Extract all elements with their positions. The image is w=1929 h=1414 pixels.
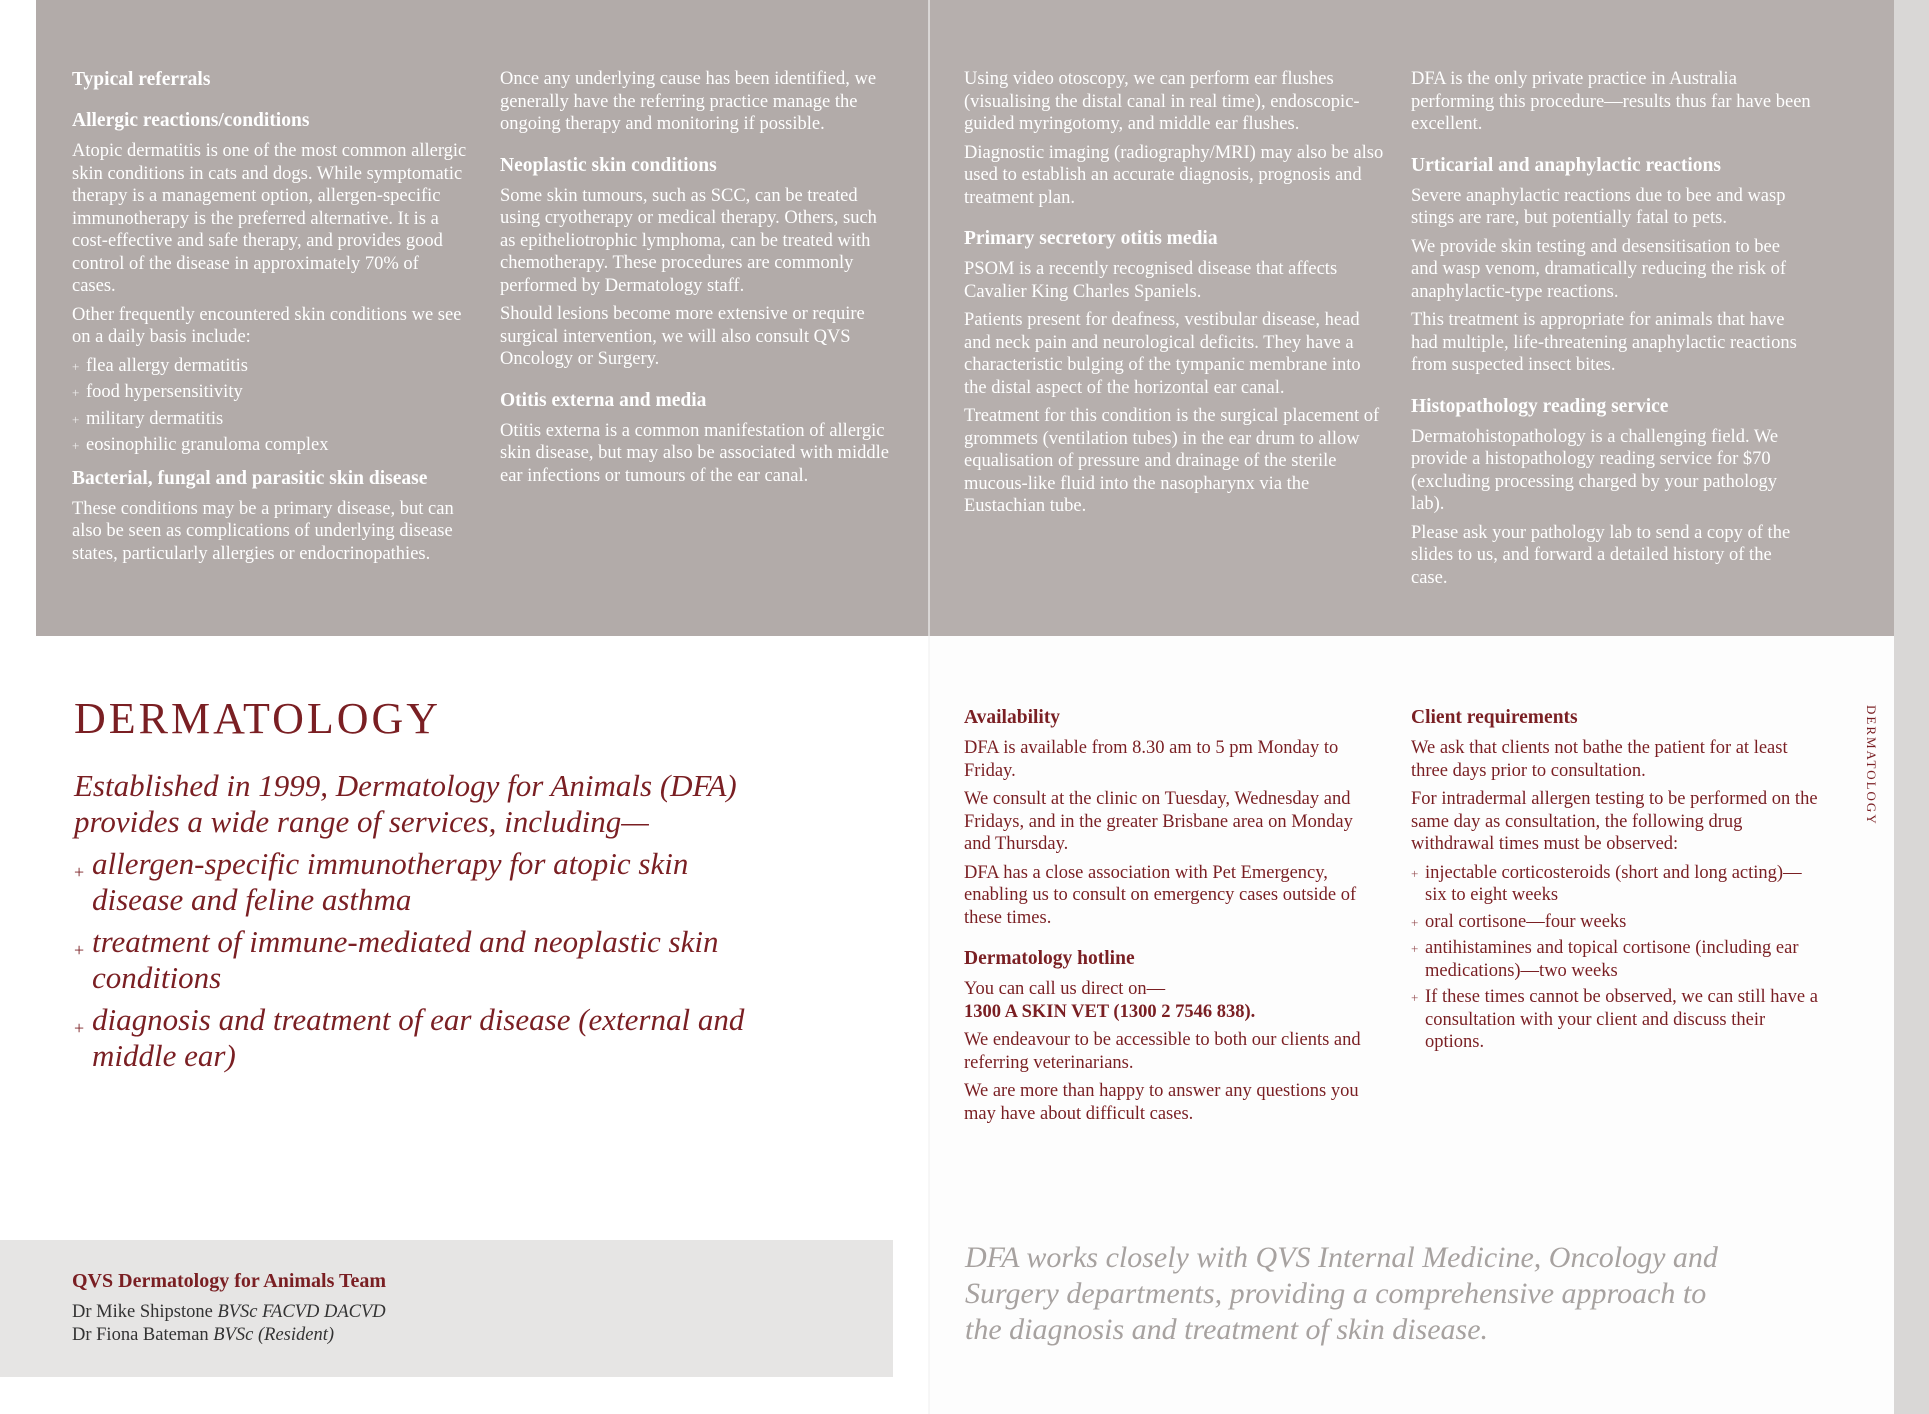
- paragraph: We endeavour to be accessible to both our clients and referring veterinarians.: [964, 1030, 1361, 1073]
- availability-column: [964, 706, 1384, 1131]
- list-item: + treatment of immune-mediated and neoplastic skin conditions: [74, 924, 719, 995]
- paragraph: DFA has a close association with Pet Emergency, enabling us to consult on emergency cases outside of these times.: [964, 862, 1357, 928]
- heading-availability: Availability: [964, 707, 1061, 728]
- plus-bullet-icon: +: [72, 358, 80, 374]
- closing-quote: DFA works closely with QVS Internal Medicine, Oncology and Surgery departments, providing a comprehensive approach to the diagnosis and treatment of skin disease.: [965, 1241, 1718, 1346]
- paragraph: Treatment for this condition is the surgical placement of grommets (ventilation tubes) in the ear drum to allow equalisation of pressure and drainage of the sterile mucous-like fluid into the nasopharynx via the Eustachian tube.: [964, 406, 1380, 516]
- paragraph: We ask that clients not bathe the patient for at least three days prior to consultation.: [1411, 738, 1788, 781]
- list-item: + antihistamines and topical cortisone (including ear medications)—two weeks: [1411, 938, 1799, 981]
- paragraph: Dermatohistopathology is a challenging field. We provide a histopathology reading service for $70 (excluding processing charged by your pathology lab).: [1411, 426, 1779, 514]
- member-credentials: BVSc FACVD DACVD: [217, 1302, 386, 1322]
- plus-bullet-icon: +: [1411, 914, 1419, 930]
- phone-number: 1300 A SKIN VET (1300 2 7546 838).: [964, 1001, 1256, 1022]
- top-column-2: [500, 68, 890, 493]
- heading-client-requirements: Client requirements: [1411, 707, 1578, 728]
- side-section-label: DERMATOLOGY: [1864, 705, 1879, 826]
- intro-block: [74, 768, 754, 1080]
- list-item: + allergen-specific immunotherapy for atopic skin disease and feline asthma: [74, 846, 689, 917]
- list-item: + injectable corticosteroids (short and long acting)—six to eight weeks: [1411, 862, 1802, 905]
- plus-bullet-icon: +: [1411, 865, 1419, 881]
- paragraph: Other frequently encountered skin conditions we see on a daily basis include:: [72, 304, 462, 347]
- list-item: + food hypersensitivity: [72, 381, 467, 404]
- member-name: Dr Mike Shipstone: [72, 1302, 213, 1322]
- plus-bullet-icon: +: [1411, 990, 1419, 1005]
- plus-bullet-icon: +: [72, 438, 80, 453]
- paragraph: DFA is available from 8.30 am to 5 pm Monday to Friday.: [964, 738, 1339, 781]
- list-item: + flea allergy dermatitis: [72, 355, 467, 378]
- team-member: [72, 1301, 386, 1324]
- paragraph: Patients present for deafness, vestibular disease, head and neck pain and neurological deficits. They have a characteristic bulging of the tympanic membrane into the distal aspect of the horizontal ear canal.: [964, 310, 1361, 398]
- paragraph: You can call us direct on—: [964, 979, 1166, 999]
- heading-hotline: Dermatology hotline: [964, 948, 1135, 969]
- paragraph: Some skin tumours, such as SCC, can be treated using cryotherapy or medical therapy. Others, such as epitheliotrophic lymphoma, can be treated with chemotherapy. These procedures are commonly performed by Dermatology staff.: [500, 185, 877, 296]
- plus-bullet-icon: +: [72, 411, 80, 427]
- paragraph: Otitis externa is a common manifestation of allergic skin disease, but may also be associated with middle ear infections or tumours of the ear canal.: [500, 420, 889, 486]
- paragraph: Atopic dermatitis is one of the most common allergic skin conditions in cats and dogs. While symptomatic therapy is a management option, allergen-specific immunotherapy is the preferred alternative. It is a cost-effective and safe therapy, and provides good control of the disease in approximately 70% of cases.: [72, 141, 467, 296]
- team-block: [72, 1270, 386, 1347]
- plus-bullet-icon: +: [72, 385, 80, 400]
- conditions-list: [72, 355, 467, 457]
- top-column-3: [964, 68, 1384, 524]
- page-gutter: [928, 0, 930, 1414]
- paragraph: Once any underlying cause has been identified, we generally have the referring practice manage the ongoing therapy and monitoring if possible.: [500, 69, 877, 134]
- paragraph: Diagnostic imaging (radiography/MRI) may also be also used to establish an accurate diagnosis, prognosis and treatment plan.: [964, 142, 1384, 208]
- paragraph: For intradermal allergen testing to be performed on the same day as consultation, the following drug withdrawal times must be observed:: [1411, 789, 1818, 854]
- team-member: [72, 1324, 386, 1347]
- heading-allergic-reactions: Allergic reactions/conditions: [72, 110, 310, 131]
- paragraph: Severe anaphylactic reactions due to bee and wasp stings are rare, but potentially fatal to pets.: [1411, 185, 1786, 228]
- list-item: + If these times cannot be observed, we can still have a consultation with your client and discuss their options.: [1411, 987, 1818, 1052]
- paragraph: Using video otoscopy, we can perform ear flushes (visualising the distal canal in real time), endoscopic-guided myringotomy, and middle ear flushes.: [964, 69, 1360, 134]
- heading-neoplastic: Neoplastic skin conditions: [500, 154, 717, 176]
- withdrawal-list: [1411, 862, 1821, 1054]
- top-column-4: [1411, 68, 1811, 595]
- page-title: DERMATOLOGY: [74, 694, 442, 743]
- team-heading: QVS Dermatology for Animals Team: [72, 1270, 387, 1292]
- plus-bullet-icon: +: [74, 862, 85, 882]
- heading-psom: Primary secretory otitis media: [964, 228, 1218, 249]
- paragraph: We consult at the clinic on Tuesday, Wednesday and Fridays, and in the greater Brisbane area on Monday and Thursday.: [964, 789, 1353, 854]
- member-credentials: BVSc (Resident): [213, 1325, 335, 1345]
- right-edge-strip: [1894, 0, 1929, 1414]
- paragraph: Should lesions become more extensive or require surgical intervention, we will also consult QVS Oncology or Surgery.: [500, 304, 865, 369]
- paragraph: We are more than happy to answer any questions you may have about difficult cases.: [964, 1081, 1359, 1124]
- list-item: + oral cortisone—four weeks: [1411, 911, 1821, 934]
- paragraph: Please ask your pathology lab to send a copy of the slides to us, and forward a detailed history of the case.: [1411, 522, 1791, 588]
- client-requirements-column: [1411, 706, 1821, 1064]
- heading-typical-referrals: Typical referrals: [72, 69, 211, 90]
- paragraph: These conditions may be a primary disease, but can also be seen as complications of underlying disease states, particularly allergies or endocrinopathies.: [72, 498, 454, 564]
- paragraph: PSOM is a recently recognised disease that affects Cavalier King Charles Spaniels.: [964, 259, 1338, 302]
- member-name: Dr Fiona Bateman: [72, 1325, 209, 1345]
- heading-otitis: Otitis externa and media: [500, 389, 707, 411]
- plus-bullet-icon: +: [1411, 941, 1419, 956]
- heading-bacterial-fungal: Bacterial, fungal and parasitic skin disease: [72, 467, 428, 489]
- paragraph: This treatment is appropriate for animals that have had multiple, life-threatening anaphylactic reactions from suspected insect bites.: [1411, 310, 1797, 375]
- top-column-1: [72, 68, 467, 571]
- paragraph: We provide skin testing and desensitisation to bee and wasp venom, dramatically reducing the risk of anaphylactic-type reactions.: [1411, 236, 1787, 302]
- heading-histopathology: Histopathology reading service: [1411, 395, 1669, 417]
- paragraph: DFA is the only private practice in Australia performing this procedure—results thus far have been excellent.: [1411, 69, 1811, 134]
- list-item: + eosinophilic granuloma complex: [72, 434, 467, 457]
- heading-urticarial: Urticarial and anaphylactic reactions: [1411, 154, 1721, 176]
- plus-bullet-icon: +: [74, 940, 85, 960]
- list-item: + diagnosis and treatment of ear disease (external and middle ear): [74, 1002, 745, 1073]
- services-list: [74, 846, 754, 1074]
- intro-text: Established in 1999, Dermatology for Animals (DFA) provides a wide range of services, including—: [74, 768, 737, 839]
- plus-bullet-icon: +: [74, 1018, 85, 1038]
- list-item: + military dermatitis: [72, 408, 467, 431]
